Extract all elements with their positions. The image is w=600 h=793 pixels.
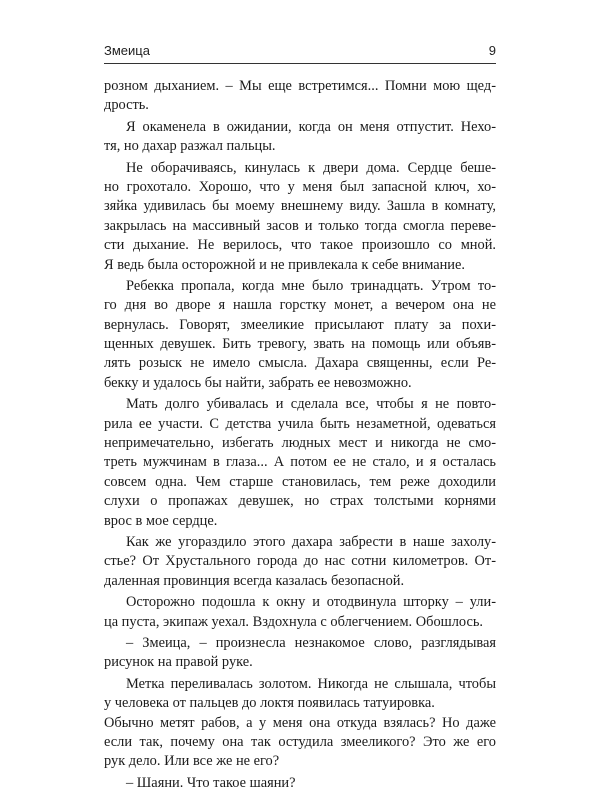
text-line: непримечательно, избегать людных мест и никогда не смо- [104, 435, 496, 452]
text-line: розном дыханием. – Мы еще встретимся... Помни мою щед- [104, 78, 496, 94]
body-text [104, 77, 496, 793]
text-line: Ребекка пропала, когда мне было тринадцать. Утром то- [126, 277, 496, 294]
text-line: Я ведь была осторожной и не привлекала к себе внимание. [104, 256, 465, 273]
text-line: слухи о пропажах девушек, но страх толстыми корнями [104, 493, 496, 510]
text-line: Не оборачиваясь, кинулась к двери дома. Сердце беше- [126, 159, 496, 176]
text-line: дрость. [104, 97, 149, 114]
text-line: рила ее участи. С детства учила быть незаметной, одеваться [104, 415, 496, 432]
running-head [104, 43, 496, 61]
text-line: Осторожно подошла к окну и отодвинула шторку – ули- [126, 594, 496, 611]
text-line: даленная провинция всегда казалась безопасной. [104, 572, 405, 589]
text-line: зяйка удивилась бы моему внешнему виду. Зашла в комнату, [104, 198, 496, 215]
text-line: го дня во дворе я нашла горстку монет, а вечером она не [104, 297, 496, 314]
text-line: – Шаяни. Что такое шаяни? [126, 774, 296, 791]
text-line: бекку и удалось бы найти, забрать ее невозможно. [104, 374, 412, 391]
page-number: 9 [488, 43, 496, 58]
text-line: Обычно метят рабов, а у меня она откуда взялась? Но даже [104, 714, 496, 731]
text-line: – Змеица, – произнесла незнакомое слово, разглядывая [126, 634, 496, 651]
text-line: Я окаменела в ожидании, когда он меня отпустит. Нехо- [126, 118, 496, 135]
text-line: если так, почему она так остудила змееликого? Это же его [104, 733, 496, 750]
text-line: сти дыхание. Не верилось, что такое произошло со мной. [104, 237, 496, 254]
text-line: щенных девушек. Бить тревогу, звать на помощь или объяв- [104, 336, 496, 353]
text-line: закрылась на массивный засов и только тогда смогла переве- [104, 217, 496, 234]
text-line: врос в мое сердце. [104, 512, 218, 529]
text-line: рисунок на правой руке. [104, 654, 253, 671]
text-line: совсем одна. Чем старше становилась, тем реже доходили [104, 473, 496, 490]
text-line: треть мужчинам в глаза... А потом ее не стало, и я осталась [104, 454, 496, 471]
text-line: рук дело. Или все же не его? [104, 753, 280, 770]
text-line: у человека от пальцев до локтя появилась татуировка. [104, 695, 435, 712]
header-rule [104, 63, 496, 64]
text-line: ца пуста, экипаж уехал. Вздохнула с облегчением. Обошлось. [104, 613, 484, 630]
text-line: но грохотало. Хорошо, что у меня был запасной ключ, хо- [104, 178, 496, 195]
text-line: тя, но дахар разжал пальцы. [104, 138, 276, 155]
text-line: лять розыск не имело смысла. Дахара священны, если Ре- [104, 355, 496, 372]
text-line: Как же угораздило этого дахара забрести в наше захолу- [126, 533, 496, 550]
text-line: Мать долго убивалась и сделала все, чтобы я не повто- [126, 396, 496, 413]
text-line: стье? От Хрустального города до нас сотни километров. От- [104, 553, 496, 570]
text-line: Метка переливалась золотом. Никогда не слышала, чтобы [126, 675, 496, 692]
chapter-title: Змеица [104, 43, 150, 58]
text-line: вернулась. Говорят, змееликие присылают плату за похи- [104, 316, 496, 333]
